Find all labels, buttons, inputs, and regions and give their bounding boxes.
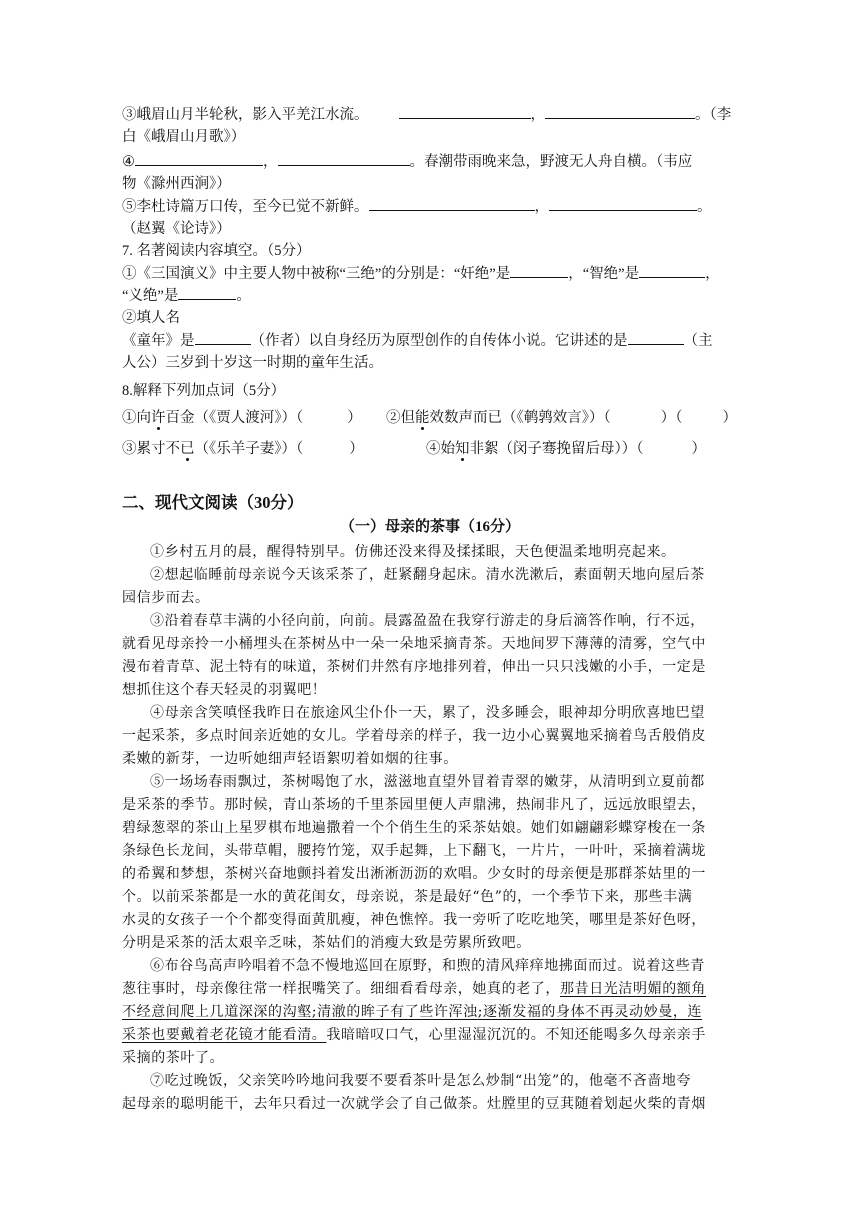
poem-5-source: （赵翼《论诗》） bbox=[122, 221, 231, 237]
q7-line-3: 《童年》是 （作者）以自身经历为原型创作的自传体小说。它讲述的是 （主 bbox=[122, 330, 713, 352]
dotted-word: 能 bbox=[415, 410, 430, 426]
para-3-cont: 想抓住这个春天轻灵的羽翼吧！ bbox=[122, 682, 327, 698]
dotted-word: 知 bbox=[455, 441, 470, 457]
para-6-cont: 采茶也要戴着老花镜才能看清。我暗暗叹口气，心里湿湿沉沉的。不知还能喝多久母亲亲手 bbox=[122, 1027, 707, 1043]
dotted-word: 许 bbox=[151, 410, 166, 426]
poem-line-5: ⑤李杜诗篇万口传，至今已觉不新鲜。 ， 。 bbox=[122, 196, 712, 218]
q8-title: 8.解释下列加点词（5分） bbox=[122, 383, 286, 399]
para-5-cont: 条绿色长龙间，头带草帽，腰挎竹笼，双手起舞，上下翻飞，一片片，一叶叶，采摘着满垅 bbox=[122, 843, 706, 859]
q8-item-1: ①向许百金（《贾人渡河》）（ ） bbox=[122, 410, 362, 426]
para-2: ②想起临睡前母亲说今天该采茶了，赶紧翻身起床。清水洗漱后，素面朝天地向屋后茶 bbox=[150, 567, 705, 583]
poem-4-given: 。春潮带雨晚来急，野渡无人舟自横。（韦应 bbox=[409, 154, 693, 170]
para-5-cont: 水灵的女孩子一个个都变得面黄肌瘦，神色憔悴。我一旁听了吃吃地笑，哪里是茶好色呀， bbox=[122, 912, 706, 928]
answer-blank[interactable] bbox=[628, 330, 684, 345]
para-6-cont: 葱往事时，母亲像往常一样抿嘴笑了。细细看看母亲，她真的老了，那昔日光洁明媚的额角 bbox=[122, 981, 706, 997]
answer-blank[interactable] bbox=[369, 196, 535, 211]
answer-blank[interactable] bbox=[399, 104, 531, 119]
para-7-cont: 起母亲的聪明能干，去年只看过一次就学会了自己做茶。灶膛里的豆萁随着划起火柴的青烟 bbox=[122, 1096, 706, 1112]
section-title: 二、现代文阅读（30分） bbox=[122, 493, 304, 512]
para-5: ⑤一场场春雨飘过，茶树喝饱了水，滋滋地直望外冒着青翠的嫩芽，从清明到立夏前都 bbox=[150, 774, 705, 790]
underlined-sentence: 采茶也要戴着老花镜才能看清。 bbox=[122, 1027, 327, 1043]
answer-blank[interactable] bbox=[195, 330, 251, 345]
para-1: ①乡村五月的晨，醒得特别早。仿佛还没来得及揉揉眼，天色便温柔地明亮起来。 bbox=[150, 544, 676, 560]
para-3-cont: 漫布着青草、泥土特有的味道，茶树们井然有序地排列着，伸出一只只浅嫩的小手，一定是 bbox=[122, 659, 706, 675]
poem-line-3: ③峨眉山月半轮秋，影入平羌江水流。 ， 。（李 bbox=[122, 104, 731, 126]
para-5-cont: 是采茶的季节。那时候，青山茶场的千里茶园里便人声鼎沸，热闹非凡了，远远放眼望去， bbox=[122, 797, 706, 813]
q7-line-1: ①《三国演义》中主要人物中被称“三绝”的分别是：“奸绝”是 ，“智绝”是 ， bbox=[122, 263, 720, 285]
passage-title: （一）母亲的茶事（16分） bbox=[339, 519, 520, 535]
para-2-cont: 园信步而去。 bbox=[122, 590, 210, 606]
answer-blank[interactable] bbox=[278, 151, 410, 166]
para-3: ③沿着春草丰满的小径向前，向前。晨露盈盈在我穿行游走的身后滴答作响，行不远， bbox=[150, 613, 705, 629]
answer-blank[interactable] bbox=[545, 104, 695, 119]
poem-3-given: ③峨眉山月半轮秋，影入平羌江水流。 bbox=[122, 107, 369, 123]
answer-blank[interactable] bbox=[510, 263, 568, 278]
para-4-cont: 柔嫩的新芽，一边听她细声轻语絮叨着如烟的往事。 bbox=[122, 751, 458, 767]
poem-4-source: 物《滁州西涧》） bbox=[122, 176, 231, 192]
q8-item-3: ③累寸不已（《乐羊子妻》）（ ） bbox=[122, 441, 364, 457]
para-4: ④母亲含笑嗔怪我昨日在旅途风尘仆仆一天，累了，没多睡会，眼神却分明欣喜地巴望 bbox=[150, 705, 705, 721]
para-3-cont: 就看见母亲拎一小桶埋头在茶树丛中一朵一朵地采摘青茶。天地间罗下薄薄的清雾，空气中 bbox=[122, 636, 706, 652]
para-6-cont: 采摘的茶叶了。 bbox=[122, 1050, 225, 1066]
para-5-cont: 分明是采茶的活太艰辛乏味，茶姑们的消瘦大致是劳累所致吧。 bbox=[122, 935, 531, 951]
answer-blank[interactable] bbox=[178, 285, 236, 300]
answer-blank[interactable] bbox=[135, 151, 263, 166]
para-7: ⑦吃过晚饭，父亲笑吟吟地问我要不要看茶叶是怎么炒制“出笼”的，他毫不吝啬地夸 bbox=[150, 1073, 692, 1089]
q7-line-4: 人公）三岁到十岁这一时期的童年生活。 bbox=[122, 355, 383, 371]
poem-line-4: ④ ， 。春潮带雨晚来急，野渡无人舟自横。（韦应 bbox=[122, 151, 692, 173]
q8-item-4: ④始知非絮（闵子骞挽留后母））（ ） bbox=[426, 441, 706, 457]
para-6: ⑥布谷鸟高声吟唱着不急不慢地巡回在原野，和煦的清风痒痒地拂面而过。说着这些青 bbox=[150, 958, 705, 974]
q7-title: 7. 名著阅读内容填空。（5分） bbox=[122, 243, 311, 259]
poem-5-given: ⑤李杜诗篇万口传，至今已觉不新鲜。 bbox=[122, 199, 369, 215]
q8-item-2: ②但能效数声而已（《鹌鹑效言》）（ ）（ ） bbox=[386, 410, 737, 426]
q7-sub-2: ②填人名 bbox=[122, 310, 180, 326]
para-5-cont: 碧绿葱翠的茶山上星罗棋布地遍撒着一个个俏生生的采茶姑娘。她们如翩翩彩蝶穿梭在一条 bbox=[122, 820, 706, 836]
underlined-sentence: 那昔日光洁明媚的额角 bbox=[560, 981, 706, 997]
answer-blank[interactable] bbox=[639, 263, 705, 278]
poem-3-source: 白《峨眉山月歌》） bbox=[122, 129, 246, 145]
answer-blank[interactable] bbox=[549, 196, 697, 211]
para-5-cont: 的希翼和梦想，茶树兴奋地颤抖着发出淅淅沥沥的欢唱。少女时的母亲便是那群茶姑里的一 bbox=[122, 866, 706, 882]
para-4-cont: 一起采茶，多点时间亲近她的女儿。学着母亲的样子，我一边小心翼翼地采摘着鸟舌般俏皮 bbox=[122, 728, 706, 744]
para-5-cont: 个。以前采茶都是一水的黄花闺女，母亲说，茶是最好“色”的，一个季节下来，那些丰满 bbox=[122, 889, 693, 905]
dotted-word: 已 bbox=[180, 441, 195, 457]
q7-line-2: “义绝”是 。 bbox=[122, 285, 251, 307]
underlined-sentence: 不经意间爬上几道深深的沟壑;清澈的眸子有了些许浑浊;逐渐发福的身体不再灵动妙曼，连 bbox=[122, 1004, 703, 1020]
